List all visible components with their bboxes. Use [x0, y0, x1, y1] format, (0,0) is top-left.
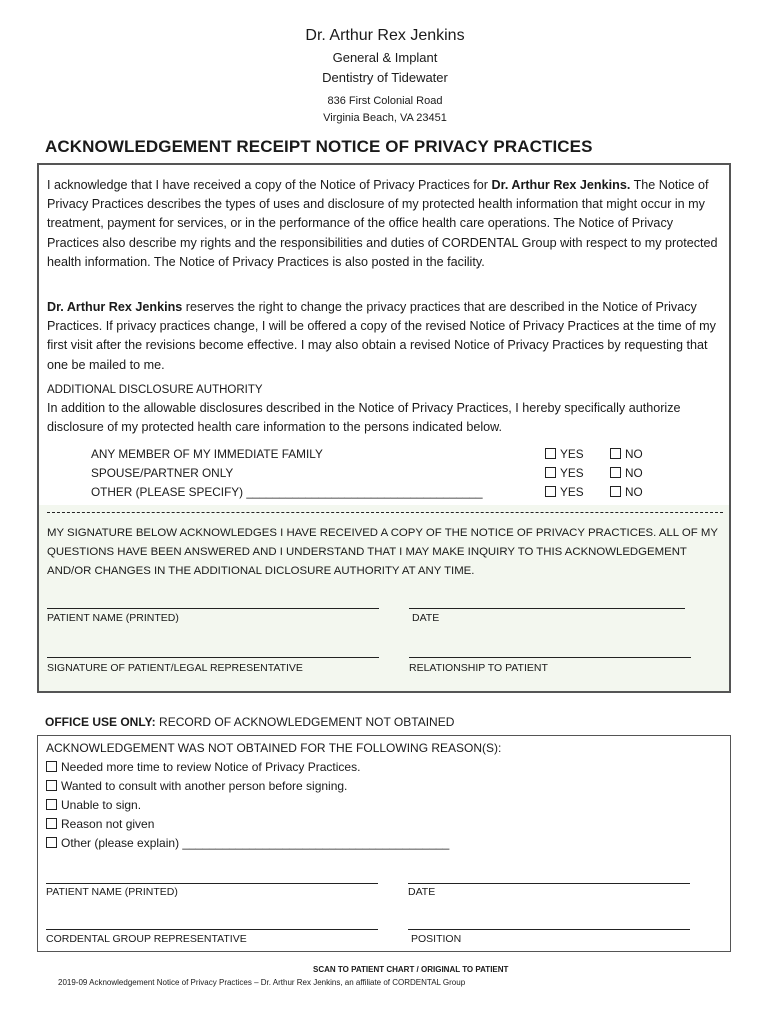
relationship-line[interactable] [409, 657, 691, 658]
form-title: ACKNOWLEDGEMENT RECEIPT NOTICE OF PRIVACY PRACTICES [45, 137, 593, 156]
office-patient-name-line[interactable] [46, 883, 378, 884]
office-date-line[interactable] [408, 883, 690, 884]
office-use-box [37, 735, 731, 952]
option-label-family: ANY MEMBER OF MY IMMEDIATE FAMILY [91, 447, 323, 461]
checkbox-icon[interactable] [610, 486, 621, 497]
option-label-spouse: SPOUSE/PARTNER ONLY [91, 466, 234, 480]
practice-line-2: Dentistry of Tidewater [322, 70, 448, 85]
checkbox-icon[interactable] [545, 486, 556, 497]
reason-other[interactable]: Other (please explain) ________________________________________ [46, 836, 449, 850]
checkbox-icon[interactable] [46, 780, 57, 791]
office-use-heading: OFFICE USE ONLY: RECORD OF ACKNOWLEDGEMENT NOT OBTAINED [45, 715, 455, 729]
reason-not-given[interactable]: Reason not given [46, 817, 154, 831]
relationship-label: RELATIONSHIP TO PATIENT [409, 662, 548, 674]
reason-unable[interactable]: Unable to sign. [46, 798, 141, 812]
practice-name: Dr. Arthur Rex Jenkins [305, 27, 465, 44]
practice-line-1: General & Implant [332, 50, 438, 65]
option-spouse-yes[interactable]: YES [545, 466, 584, 480]
reason-heading: ACKNOWLEDGEMENT WAS NOT OBTAINED FOR THE FOLLOWING REASON(S): [46, 741, 502, 755]
checkbox-icon[interactable] [545, 448, 556, 459]
additional-disclosure-heading: ADDITIONAL DISCLOSURE AUTHORITY [47, 384, 263, 396]
option-spouse-no[interactable]: NO [610, 466, 643, 480]
section-divider [47, 512, 723, 513]
option-other-yes[interactable]: YES [545, 485, 584, 499]
position-line[interactable] [408, 929, 690, 930]
footer-document-id: 2019-09 Acknowledgement Notice of Privacy Practices – Dr. Arthur Rex Jenkins, an affiliate of CORDENTAL Group [58, 978, 466, 987]
acknowledgement-box [37, 163, 731, 693]
office-patient-name-label: PATIENT NAME (PRINTED) [46, 886, 178, 898]
patient-name-label: PATIENT NAME (PRINTED) [47, 612, 179, 624]
option-other-no[interactable]: NO [610, 485, 643, 499]
signature-line[interactable] [47, 657, 379, 658]
patient-name-line[interactable] [47, 608, 379, 609]
option-label-other: OTHER (PLEASE SPECIFY) ____________________________________ [91, 485, 483, 499]
date-line[interactable] [409, 608, 685, 609]
signature-label: SIGNATURE OF PATIENT/LEGAL REPRESENTATIVE [47, 662, 303, 674]
reason-consult[interactable]: Wanted to consult with another person before signing. [46, 779, 347, 793]
checkbox-icon[interactable] [545, 467, 556, 478]
footer-scan-note: SCAN TO PATIENT CHART / ORIGINAL TO PATIENT [313, 965, 509, 974]
paragraph-rights: Dr. Arthur Rex Jenkins reserves the right to change the privacy practices that are described in the Notice of Privacy Practices. If privacy practices change, I will be offered a copy of the revised Notice of Privacy Practices at the time of my first visit after the revisions become effective. I may also obtain a revised Notice of Privacy Practices by requesting that one be mailed to me. [47, 300, 716, 372]
signature-statement: MY SIGNATURE BELOW ACKNOWLEDGES I HAVE RECEIVED A COPY OF THE NOTICE OF PRIVACY PRACTICES. ALL OF MY QUESTIONS HAVE BEEN ANSWERED AND I UNDERSTAND THAT I MAY MAKE INQUIRY TO THIS ACKNOWLEDGEMENT AND/OR CHANGES IN THE ADDITIONAL DICLOSURE AUTHORITY AT ANY TIME. [47, 527, 718, 577]
position-label: POSITION [411, 933, 462, 945]
checkbox-icon[interactable] [46, 818, 57, 829]
additional-disclosure-text: In addition to the allowable disclosures described in the Notice of Privacy Practices, I hereby specifically authorize disclosure of my protected health care information to the persons indicated below. [47, 401, 681, 435]
reason-needed-time[interactable]: Needed more time to review Notice of Privacy Practices. [46, 760, 360, 774]
checkbox-icon[interactable] [610, 448, 621, 459]
address-line-1: 836 First Colonial Road [327, 95, 443, 107]
checkbox-icon[interactable] [46, 799, 57, 810]
rep-line[interactable] [46, 929, 378, 930]
office-date-label: DATE [408, 886, 436, 898]
checkbox-icon[interactable] [610, 467, 621, 478]
checkbox-icon[interactable] [46, 837, 57, 848]
rep-label: CORDENTAL GROUP REPRESENTATIVE [46, 933, 247, 945]
option-family-yes[interactable]: YES [545, 447, 584, 461]
option-family-no[interactable]: NO [610, 447, 643, 461]
date-label: DATE [412, 612, 440, 624]
address-line-2: Virginia Beach, VA 23451 [323, 112, 447, 124]
paragraph-receipt: I acknowledge that I have received a copy of the Notice of Privacy Practices for Dr. Arthur Rex Jenkins. The Notice of Privacy Practices describes the types of uses and disclosure of my protected health information that might occur in my treatment, payment for services, or in the performance of the office health care operations. The Notice of Privacy Practices also describe my rights and the responsibilities and duties of CORDENTAL Group with respect to my protected health information. The Notice of Privacy Practices is also posted in the facility. [47, 178, 718, 269]
checkbox-icon[interactable] [46, 761, 57, 772]
